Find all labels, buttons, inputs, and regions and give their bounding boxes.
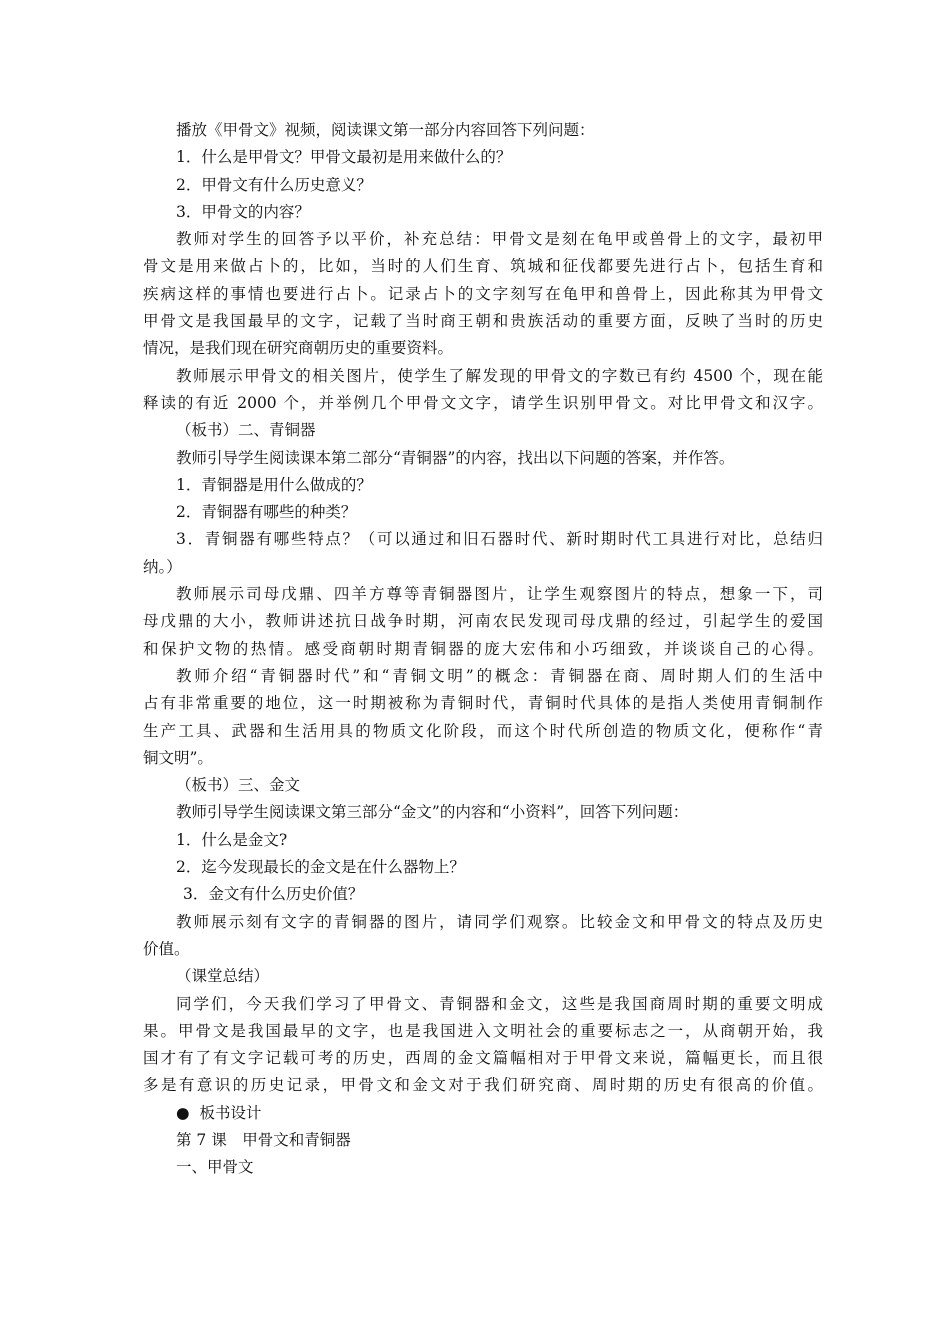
text-line (143, 881, 823, 908)
document-body (143, 117, 823, 1182)
text-line-content: 骨文是用来做占卜的，比如，当时的人们生育、筑城和征伐都要先进行占卜，包括生育和 (143, 257, 823, 276)
text-line (143, 663, 823, 690)
text-line-content: （板书）二、青铜器 (176, 421, 316, 440)
text-line (143, 281, 823, 308)
text-line (143, 581, 823, 608)
text-line (143, 991, 823, 1018)
text-line-content: 2．青铜器有哪些的种类？ (176, 503, 357, 522)
text-line-content: 教师展示甲骨文的相关图片，使学生了解发现的甲骨文的字数已有约 4500 个，现在能 (176, 366, 823, 385)
text-line (143, 799, 823, 826)
text-line (143, 1018, 823, 1045)
text-line (143, 499, 823, 526)
text-line (143, 226, 823, 253)
text-line-content: 3．青铜器有哪些特点？（可以通过和旧石器时代、新时期时代工具进行对比，总结归 (176, 530, 823, 549)
text-line (143, 690, 823, 717)
text-line-content: 纳。） (143, 557, 182, 576)
text-line-content: 果。甲骨文是我国最早的文字，也是我国进入文明社会的重要标志之一，从商朝开始，我 (143, 1021, 823, 1040)
text-line (143, 445, 823, 472)
text-line (143, 390, 823, 417)
text-line (143, 1072, 823, 1099)
text-line (143, 172, 823, 199)
text-line-content: 疾病这样的事情也要进行占卜。记录占卜的文字刻写在龟甲和兽骨上，因此称其为甲骨文 (143, 284, 823, 303)
text-line-content: （课堂总结） (176, 967, 270, 986)
text-line-content: 教师展示刻有文字的青铜器的图片，请同学们观察。比较金文和甲骨文的特点及历史 (176, 912, 823, 931)
text-line-content: 铜文明”。 (143, 748, 213, 767)
text-line-content: 板书设计 (199, 1103, 262, 1122)
text-line-content: 甲骨文是我国最早的文字，记载了当时商王朝和贵族活动的重要方面，反映了当时的历史 (143, 312, 823, 331)
text-line (143, 745, 823, 772)
text-line (143, 472, 823, 499)
text-line (143, 636, 823, 663)
text-line (143, 554, 823, 581)
text-line-content: 教师引导学生阅读课文第三部分“金文”的内容和“小资料”，回答下列问题： (176, 803, 689, 822)
text-line-content: 同学们，今天我们学习了甲骨文、青铜器和金文，这些是我国商周时期的重要文明成 (176, 994, 823, 1013)
text-line (143, 1045, 823, 1072)
text-line (143, 854, 823, 881)
text-line (143, 718, 823, 745)
text-line-content: 播放《甲骨文》视频，阅读课文第一部分内容回答下列问题： (176, 121, 595, 139)
text-line (143, 963, 823, 990)
text-line-content: 1．什么是甲骨文？甲骨文最初是用来做什么的？ (176, 148, 512, 167)
text-line-content: （板书）三、金文 (176, 776, 301, 795)
text-line (143, 308, 823, 335)
text-line-content: 生产工具、武器和生活用具的物质文化阶段，而这个时代所创造的物质文化，便称作“青 (143, 721, 823, 740)
text-line (143, 199, 823, 226)
text-line-content: 一、甲骨文 (176, 1158, 254, 1177)
text-line-content: 教师引导学生阅读课本第二部分“青铜器”的内容，找出以下问题的答案，并作答。 (176, 448, 735, 467)
text-line-content: 2．迄今发现最长的金文是在什么器物上？ (176, 858, 465, 877)
text-line-content: 3．金文有什么历史价值？ (183, 885, 364, 904)
text-line-content: 和保护文物的热情。感受商朝时期青铜器的庞大宏伟和小巧细致，并谈谈自己的心得。 (143, 639, 823, 658)
text-line-content: 释读的有近 2000 个，并举例几个甲骨文文字，请学生识别甲骨文。对比甲骨文和汉字。 (143, 393, 823, 412)
text-line (143, 936, 823, 963)
text-line (143, 526, 823, 553)
text-line-content: 教师对学生的回答予以平价，补充总结：甲骨文是刻在龟甲或兽骨上的文字，最初甲 (176, 230, 823, 249)
text-line-content: 1．青铜器是用什么做成的？ (176, 475, 372, 494)
text-line-content: 多是有意识的历史记录，甲骨文和金文对于我们研究商、周时期的历史有很高的价值。 (143, 1076, 823, 1095)
text-line (143, 335, 823, 362)
text-line-content: 1．什么是金文? (176, 830, 288, 849)
text-line (143, 253, 823, 280)
text-line-content: 3．甲骨文的内容？ (176, 202, 310, 221)
text-line (143, 608, 823, 635)
text-line (143, 1127, 823, 1154)
text-line (143, 117, 823, 144)
text-line (143, 363, 823, 390)
text-line-content: 价值。 (143, 939, 190, 958)
text-line-content: 国才有了有文字记载可考的历史，西周的金文篇幅相对于甲骨文来说，篇幅更长，而且很 (143, 1049, 823, 1068)
text-line (143, 144, 823, 171)
text-line (143, 1100, 823, 1127)
bullet-icon: ● (176, 1103, 190, 1122)
text-line-content: 第 7 课 甲骨文和青铜器 (176, 1130, 351, 1149)
text-line (143, 772, 823, 799)
text-line-content: 占有非常重要的地位，这一时期被称为青铜时代，青铜时代具体的是指人类使用青铜制作 (143, 694, 823, 713)
text-line (143, 827, 823, 854)
text-line-content: 教师展示司母戊鼎、四羊方尊等青铜器图片，让学生观察图片的特点，想象一下，司 (176, 585, 823, 604)
text-line-content: 情况，是我们现在研究商朝历史的重要资料。 (143, 339, 454, 358)
text-line-content: 教师介绍“青铜器时代”和“青铜文明”的概念：青铜器在商、周时期人们的生活中 (176, 666, 823, 685)
text-line (143, 417, 823, 444)
text-line (143, 909, 823, 936)
text-line-content: 2．甲骨文有什么历史意义？ (176, 175, 372, 194)
text-line (143, 1154, 823, 1181)
text-line-content: 母戊鼎的大小，教师讲述抗日战争时期，河南农民发现司母戊鼎的经过，引起学生的爱国 (143, 612, 823, 631)
